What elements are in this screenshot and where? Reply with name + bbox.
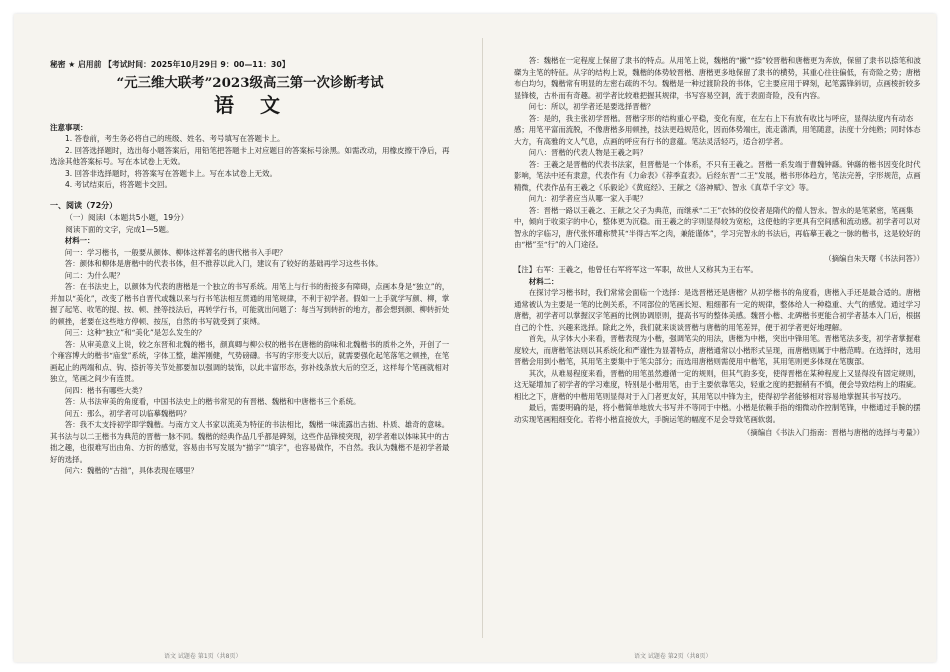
paragraph: 在探讨学习楷书时，我们常常会面临一个选择：是选晋楷还是唐楷？从初学楷书的角度看，唐楷入手还是最合适的。唐楷通常被认为主要是一笔的比例关系，不同部位的笔画长短、粗细都有一定的规律，整体给人一种稳重、大气的感觉。通过学习唐楷，初学者可以掌握汉字笔画的比例协调原则，提高书写的整体美感。魏晋小楷、北碑楷书更能合初学者基本入门后，根据自己的个性、兴趣来选择。除此之外，我们就来谈谈晋楷与唐楷的用笔差异，便于初学者更好地理解。: [514, 288, 921, 332]
notes-heading: 注意事项：: [50, 122, 88, 132]
instruction: 阅读下面的文字，完成1—5题。: [65, 224, 174, 234]
section-heading: 一、阅读（72分）: [50, 201, 118, 211]
left-column: [50, 14, 450, 662]
note-item: 3. 回答非选择题时，将答案写在答题卡上。写在本试卷上无效。: [65, 168, 278, 178]
qa-paragraph: 答：颜体和柳体是唐楷中的代表书体，但不推荐以此入门，建议有了较好的基础再学习这些书体。: [64, 259, 383, 269]
source-citation: （摘编自朱天曙《书法问答》）: [824, 253, 924, 263]
note-item: 4. 考试结束后，将答题卡交回。: [65, 180, 173, 190]
qa-paragraph: 答：王羲之是晋楷的代表书法家，但晋楷是一个体系，不只有王羲之。晋楷一系发端于曹魏钟繇。钟繇的楷书因变化时代影响，笔法中还有隶意，代表作有《力命表》《荐季直表》。后经东晋“二王”发展，楷书形体趋方，笔法完善，字形规范，点画精微，代表作品有王羲之《乐毅论》《黄庭经》、王献之《洛神赋》、智永《真草千字文》等。: [514, 159, 921, 192]
qa-paragraph: 问四：楷书有哪些大类？: [64, 385, 147, 395]
exam-meta: 秘密 ★ 启用前 【考试时间：2025年10月29日 9：00—11：30】: [50, 60, 290, 69]
paragraph: 最后，需要明确的是，将小楷简单地放大书写并不等同于中楷。小楷是依赖手指的细微动作控制笔锋，中楷通过手腕的摆动实现笔画粗细变化。若将小楷直接放大，手腕运笔的幅度不足会导致笔画软弱。: [514, 403, 921, 424]
paragraph: 其次，从难易程度来看，晋楷的用笔虽然遵循一定的规则，但其气韵多变，使得晋楷在某种程度上又显得没有固定规则，这无疑增加了初学者的学习难度，特别是小楷用笔，由于主要依靠笔尖，轻重之度的把握稍有不慎，便会导致结构上的瑕疵。相比之下，唐楷的中楷用笔则显得对于入门者更友好，其用笔以中锋为主，使得初学者能够相对容易地掌握其书写技巧。: [514, 368, 921, 401]
qa-paragraph: 答：从书法审美的角度看，中国书法史上的楷书常见的有晋楷、魏楷和中唐楷书三个系统。: [64, 397, 361, 407]
column-divider: [482, 38, 483, 638]
qa-paragraph: 问一：学习楷书，一般要从颜体、柳体这样著名的唐代楷书入手吧？: [64, 247, 287, 257]
qa-paragraph: 问五：那么，初学者可以临摹魏楷吗？: [64, 408, 191, 418]
notes-block: [50, 122, 450, 192]
note-item: 1. 答卷前，考生务必将自己的班级、姓名、考号填写在答题卡上。: [65, 134, 285, 144]
qa-paragraph: 问二：为什么呢？: [64, 270, 124, 280]
material-2-label: 材料二：: [528, 276, 559, 286]
qa-paragraph: 问九：初学者应当从哪一家入手呢？: [528, 194, 648, 203]
exam-sheet: [14, 14, 936, 662]
qa-paragraph: 答：是的，我主张初学晋楷。晋楷字形的结构重心平稳，变化有度，在左右上下有放有收比与呼应，显得法度内有动态感；用笔平富而流脱，不像唐楷多用顿挫，技法更趋规范化，因而体势端庄，流走潇洒，用笔随意，法度十分纯熟；同时体态大方，有高雅的文人气息，点画的呼应有行书的意蕴。笔法灵活轻巧，适合初学者。: [514, 113, 921, 146]
qa-paragraph: 答：魏楷在一定程度上保留了隶书的特点。从用笔上说，魏楷的“撇”“捺”较晋楷和唐楷更为奔放，保留了隶书以捺笔和波磔为主笔的特征。从字的结构上说，魏楷的体势较晋楷、唐楷更多地保留了隶书的横势，其重心往往偏低，有奇险之势；唐楷布白均匀，魏楷常有明显的左密右疏的不匀。魏楷是一种过渡阶段的书体，它主要应用于碑刻，起笔露锋斜切，点画棱折较多显锋棱，古朴而有奇趣。初学者比较难把握其规律，书写容易空洞，流于表面奇险，没有内容。: [514, 56, 921, 100]
footnote: 【注】右军：王羲之，他曾任右军将军这一军职，故世人又称其为王右军。: [514, 265, 758, 274]
qa-paragraph: 答：晋楷一路以王羲之、王献之父子为典范，而继承“二王”衣钵的佼佼者是隋代的僧人智永。智永的是笔紧密，笔画集中，倾向于收束字的中心，整体更为沉稳。而王羲之的字则显得较为宽松，这使他的字更具有空间感和流动感。初学者可以对智永的字临习，唐代张怀瓘称赞其“半得古军之肉，兼能谨体”，学习完智永的书法后，再临摹王羲之一脉的楷书，这是较好的由“楷”至“行”的入门途径。: [514, 205, 921, 249]
qa-paragraph: 答：在书法史上，以颜体为代表的唐楷是一个独立的书写系统。用笔上与行书的衔接多有障碍，点画本身是“独立”的，并加以“美化”，改变了楷书自晋代或魏以来与行书笔法相互贯通的用笔规律，不利于初学者。假如一上手就学写颜、柳，掌握了起笔、收笔的提、按、顿、挫等技法后，再转学行书，可能就出问题了：每当写到转折的地方，都会想到颜、柳转折处的顿挫，老要在这些地方停顿、按压，自然的书写就受到了束缚。: [50, 282, 450, 326]
qa-paragraph: 答：从审美意义上说，较之东晋和北魏的楷书，颜真卿与柳公权的楷书在唐楷的韵味和北魏楷书的质朴之外，开创了一个雍容博大的楷书“庙堂”系统，字体工整，雄浑刚健，气势磅礴。书写的字形变大以后，就需要强化起笔落笔之顿挫，在笔画起止的两端和点、钩、捺折等关节处都要加以强调的装饰，以此丰富形态，弥补线条放大后的空乏，这样每个笔画就相对独立，笔画之间少有连贯。: [50, 339, 450, 384]
paragraph: 首先，从字体大小来看，晋楷表现为小楷，强调笔尖的用法，唐楷为中楷，突出中锋用笔。晋楷笔法多变，初学者掌握难度较大，而唐楷笔法则以其系统化和严谨性为显著特点，唐楷通常以小楷形式呈现，而唐楷则属于中楷范畴。在选择时，选用晋楷会用到小楷笔，其用笔主要集中于笔尖部分；而选用唐楷则需使用中楷笔，其用笔则更多体现在笔腹部。: [514, 334, 921, 366]
qa-paragraph: 问七：所以，初学者还是要选择晋楷？: [528, 102, 655, 111]
exam-title: “元三维大联考”2023级高三第一次诊断考试: [116, 74, 384, 91]
qa-paragraph: 问八：晋楷的代表人物是王羲之吗？: [528, 148, 648, 157]
qa-paragraph: 问六：魏楷的“古拙”，具体表现在哪里？: [64, 466, 198, 476]
qa-paragraph: 答：我不太支持初学即学魏楷。与南方文人书家以流美为特征的书法相比，魏楷一味流露出古拙、朴质、雄奇的意味。其书法与以二王楷书为典范的晋楷一脉不同。魏楷的经典作品几乎都是碑刻，这些作品锋棱突现，初学者难以体味其中的古拙之趣，也很难写出由角、方折的感觉，容易由书写发展为“描字”“填字”，也容易做作，不自然。我认为魏楷不是初学者最好的选择。: [50, 420, 450, 464]
note-item: 2. 回答选择题时，选出每小题答案后，用铅笔把答题卡上对应题目的答案标号涂黑。如需改动，用橡皮擦干净后，再选涂其他答案标号。写在本试卷上无效。: [50, 145, 450, 167]
right-column: [514, 14, 924, 662]
qa-paragraph: 问三：这种“独立”和“美化”是怎么发生的？: [64, 328, 206, 338]
exam-subject: 语文: [214, 92, 306, 117]
page-footer-right: 语文 试题卷 第2页（共8页）: [634, 653, 712, 660]
source-citation: （摘编自《书法入门指南：晋楷与唐楷的选择与考量》）: [742, 428, 924, 437]
material-1-label: 材料一：: [64, 236, 95, 246]
subsection-heading: （一）阅读Ⅰ（本题共5小题，19分）: [65, 213, 189, 223]
page-footer-left: 语文 试题卷 第1页（共8页）: [164, 653, 242, 660]
